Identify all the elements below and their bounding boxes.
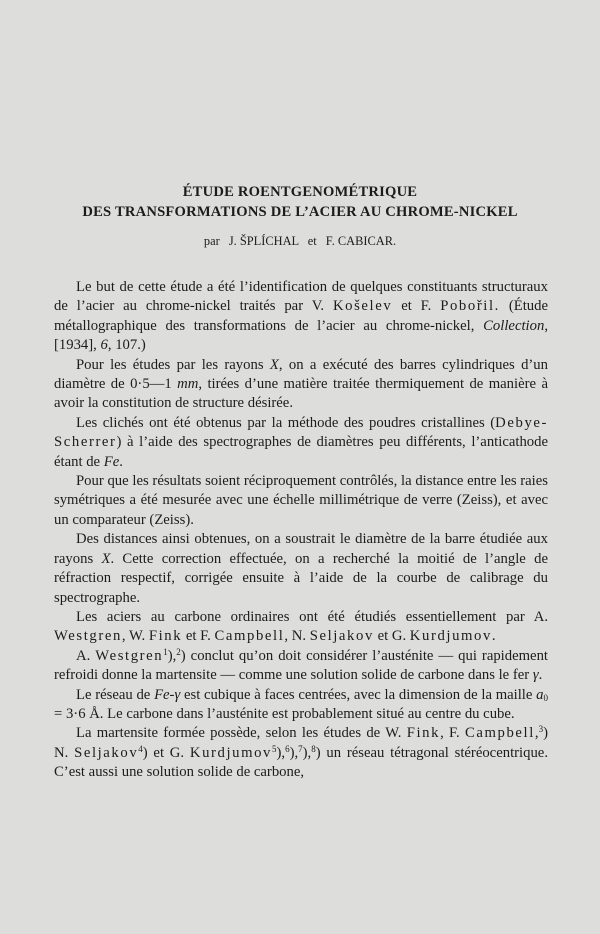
text-span: ) N. <box>54 725 548 761</box>
text-span: , 107.) <box>107 337 146 354</box>
footnote-ref: 4 <box>138 743 143 754</box>
title-line-2: DES TRANSFORMATIONS DE L’ACIER AU CHROME-NICKEL <box>82 204 518 220</box>
text-span: Les clichés ont été obtenus par la méthode des poudres cristallines ( <box>76 414 496 431</box>
footnote-ref: 2 <box>176 646 181 657</box>
text-span: , <box>534 725 539 742</box>
footnote-ref: 3 <box>538 724 544 735</box>
author-2: F. CABICAR. <box>325 234 397 248</box>
text-span: , W. <box>121 628 149 645</box>
author-name: Kurdjumov <box>189 744 272 761</box>
text-span: ), <box>289 744 299 761</box>
text-span: Les aciers au carbone ordinaires ont été étudiés essentiellement par A. <box>76 608 548 625</box>
text-span: et F. <box>182 628 215 645</box>
author-name: Westgren <box>54 628 122 645</box>
paragraph-9 <box>54 724 548 782</box>
author-1: J. ŠPLÍCHAL <box>228 234 299 248</box>
text-span: Le réseau de <box>76 686 155 703</box>
author-name: Seljakov <box>309 628 374 645</box>
article-title <box>0 182 600 222</box>
text-span: ), <box>302 744 312 761</box>
author-name: Westgren <box>95 647 164 664</box>
author-prefix: par <box>203 234 220 248</box>
italic-symbol: Fe-γ <box>154 686 181 703</box>
text-span: = 3·6 Å. Le carbone dans l’austénite est probablement situé au centre du cube. <box>54 705 515 722</box>
text-span: , N. <box>284 628 310 645</box>
author-name: Campbell <box>465 725 535 742</box>
author-name: Debye-Scherrer <box>54 414 548 451</box>
text-span: , on a exécuté des barres cylindriques d’un diamètre de 0·5—1 <box>54 356 548 393</box>
footnote-ref: 7 <box>298 743 303 754</box>
paragraph-7 <box>54 647 548 686</box>
text-span: (Étude métallographique des transformations de l’acier au chrome-nickel, <box>54 298 548 334</box>
subscript: 0 <box>543 692 548 703</box>
paragraph-6 <box>54 608 548 647</box>
italic-symbol: Fe <box>103 453 120 470</box>
italic-symbol: X <box>269 356 279 373</box>
text-span: Pour que les résultats soient réciproquement contrôlés, la distance entre les raies symétriques a été mesurée avec une échelle millimétrique de verre (Zeiss), et avec un comparateur (Zeiss). <box>54 473 548 528</box>
text-span: La martensite formée possède, selon les études de W. <box>76 725 407 742</box>
text-span: ), <box>167 647 177 664</box>
text-span: Des distances ainsi obtenues, on a soustrait le diamètre de la barre étudiée aux rayons <box>54 531 548 567</box>
text-span: , tirées d’une matière traitée thermiquement de manière à avoir la constitution de structure désirée. <box>54 376 548 412</box>
footnote-ref: 8 <box>311 743 316 754</box>
author-line <box>0 234 600 249</box>
volume-number: 6 <box>100 337 108 354</box>
text-span: . <box>491 628 496 645</box>
paragraph-1 <box>54 278 548 356</box>
author-name: Fink <box>406 725 441 742</box>
text-span: . Cette correction effectuée, on a recherché la moitié de l’angle de réfraction respectif, corrigée ensuite à l’aide de la courbe de calibrage du spectrographe. <box>54 550 548 606</box>
text-span: ) à l’aide des spectrographes de diamètres peu différents, l’anticathode étant de <box>54 434 548 470</box>
author-name: Fink <box>148 628 183 645</box>
text-span: . <box>119 453 123 470</box>
footnote-ref: 6 <box>285 743 290 754</box>
unit-label: mm <box>177 376 199 393</box>
text-span: ) conclut qu’on doit considérer l’austénite — qui rapidement refroidi donne la martensite — comme une solution solide de carbone dans le fer <box>54 647 548 684</box>
journal-name: Collection <box>483 317 545 334</box>
title-line-1: ÉTUDE ROENTGENOMÉTRIQUE <box>182 184 418 200</box>
text-span: ) et G. <box>142 744 190 761</box>
text-span: est cubique à faces centrées, avec la dimension de la maille <box>180 686 537 703</box>
text-span: , F. <box>440 725 465 742</box>
article-body <box>54 278 548 783</box>
text-span: Le but de cette étude a été l’identification de quelques constituants structuraux de l’acier au chrome-nickel traités par V. <box>54 279 548 315</box>
paragraph-2 <box>54 356 548 414</box>
paragraph-4 <box>54 472 548 530</box>
paragraph-8 <box>54 686 548 725</box>
italic-symbol: X <box>101 550 111 567</box>
italic-symbol: a <box>536 686 544 703</box>
text-span: et G. <box>373 628 410 645</box>
author-name: Pobořil. <box>440 298 500 315</box>
author-name: Kurdjumov <box>409 628 492 645</box>
text-span: A. <box>76 647 96 664</box>
text-span: , [1934], <box>54 317 548 354</box>
author-name: Campbell <box>214 628 285 645</box>
footnote-ref: 5 <box>271 743 277 754</box>
text-span: Pour les études par les rayons <box>76 356 270 373</box>
footnote-ref: 1 <box>163 646 168 657</box>
text-span: . <box>538 667 543 684</box>
paragraph-3 <box>54 414 548 472</box>
author-name: Košelev <box>332 298 393 315</box>
text-span: et F. <box>392 298 441 315</box>
author-name: Seljakov <box>74 744 139 761</box>
text-span: ), <box>276 744 286 761</box>
author-conjunction: et <box>307 234 317 248</box>
italic-symbol: γ <box>532 667 539 684</box>
text-span: ) un réseau tétragonal stéréocentrique. C’est aussi une solution solide de carbone, <box>54 744 548 781</box>
paragraph-5 <box>54 530 548 608</box>
